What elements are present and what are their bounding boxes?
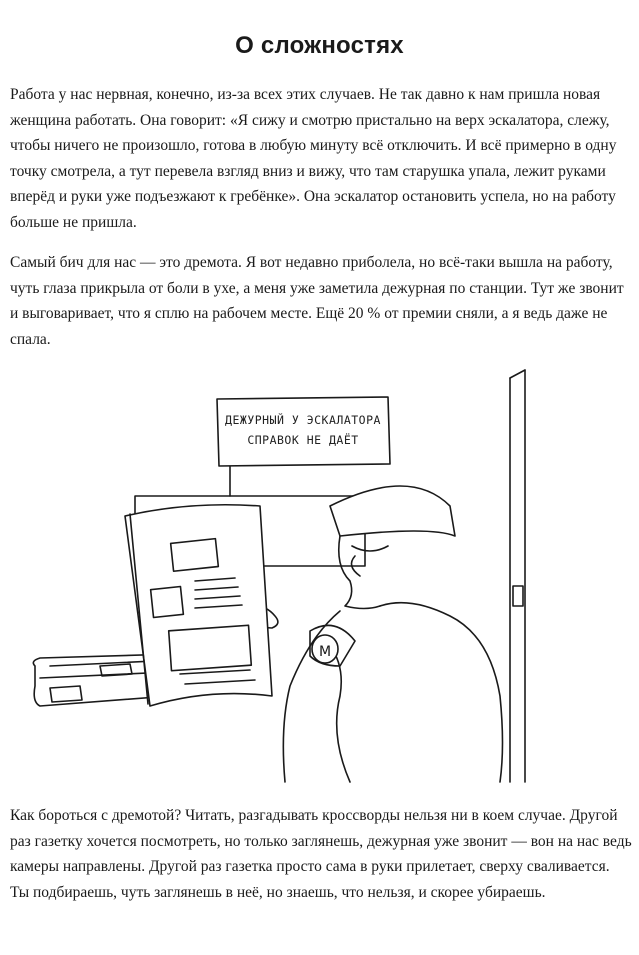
article-title: О сложностях — [235, 32, 404, 59]
sign-text-line1: ДЕЖУРНЫЙ У ЭСКАЛАТОРА — [225, 413, 381, 427]
metro-badge-icon: М — [318, 644, 332, 660]
newspaper — [125, 505, 272, 706]
illustration-escalator-attendant — [10, 366, 630, 786]
door-handle — [513, 586, 523, 606]
sign-text-line2: СПРАВОК НЕ ДАЁТ — [247, 433, 359, 447]
escalator-sign — [217, 397, 390, 466]
paragraph-drowsiness: Самый бич для нас — это дремота. Я вот недавно приболела, но всё-таки вышла на работу, чуть глаза прикрыла от боли в ухе, а меня уже заметила дежурная по станции. Тут же звонит и выговаривает, что я сплю на рабочем месте. Ещё 20 % от премии сняли, а я ведь даже не спала. — [10, 254, 624, 348]
paragraph-fighting-drowsiness: Как бороться с дремотой? Читать, разгадывать кроссворды нельзя ни в коем случае. Другой раз газетку хочется посмотреть, но только заглянешь, дежурная уже звонит — вон на нас ведь камеры направлены. Другой раз газетка просто сама в руки прилетает, сверху сваливается. Ты подбираешь, чуть заглянешь в неё, но знаешь, что нельзя, и скорее убираешь. — [10, 807, 632, 901]
paragraph-nervous-work: Работа у нас нервная, конечно, из-за всех этих случаев. Не так давно к нам пришла новая женщина работать. Она говорит: «Я сижу и смотрю пристально на верх эскалатора, слежу, чтобы ничего не произошло, готова в любую минуту всё отключить. И всё примерно в одну точку смотрела, а тут перевела взгляд вниз и вижу, что там старушка упала, лежит руками вперёд и руки уже подъезжают к гребёнке». Она эскалатор остановить успела, но на работу больше не пришла. — [10, 86, 617, 231]
